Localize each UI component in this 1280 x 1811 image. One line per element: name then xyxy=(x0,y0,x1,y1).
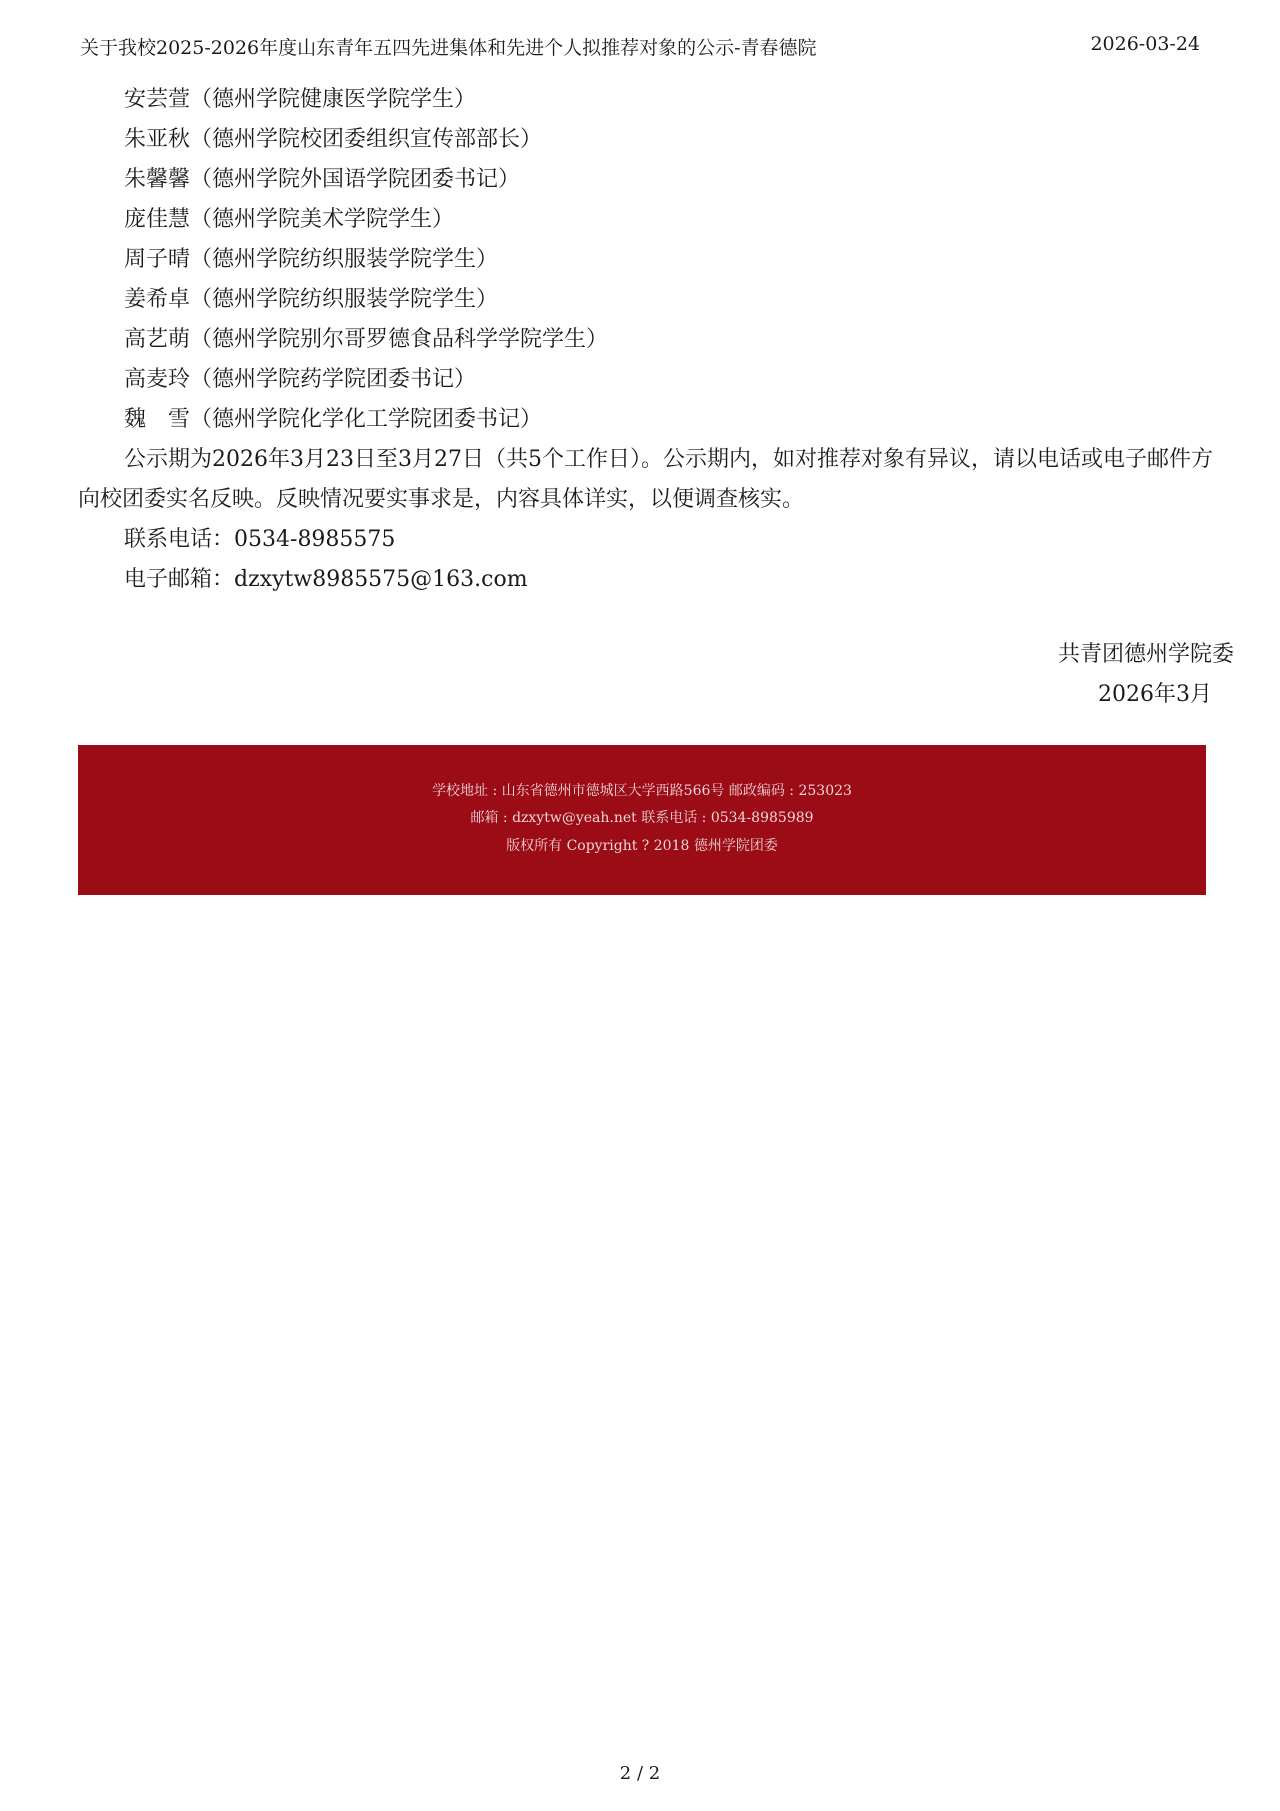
nominee-item: 高艺萌（德州学院别尔哥罗德食品科学学院学生） xyxy=(124,327,609,352)
nominee-item: 安芸萱（德州学院健康医学院学生） xyxy=(124,87,477,112)
contact-email xyxy=(78,560,1206,600)
footer-copyright: 版权所有 Copyright ? 2018 德州学院团委 xyxy=(506,838,778,854)
footer-address: 学校地址 : 山东省德州市德城区大学西路566号 邮政编码 : 253023 xyxy=(432,783,852,799)
page-number: 2 / 2 xyxy=(619,1763,661,1784)
nominee-item: 周子晴（德州学院纺织服装学院学生） xyxy=(124,247,499,272)
nominee-item: 高麦玲（德州学院药学院团委书记） xyxy=(124,367,477,392)
article-body xyxy=(78,80,1234,707)
phone-label: 联系电话： xyxy=(124,527,235,552)
phone-number: 0534-8985575 xyxy=(234,527,396,552)
nominee-item: 姜希卓（德州学院纺织服装学院学生） xyxy=(124,287,499,312)
notice-paragraph: 公示期为2026年3月23日至3月27日（共5个工作日）。公示期内，如对推荐对象有异议，请以电话或电子邮件方 xyxy=(124,447,1213,472)
site-footer xyxy=(78,745,1206,895)
footer-contact: 邮箱 : dzxytw@yeah.net 联系电话 : 0534-8985989 xyxy=(470,810,814,826)
nominee-item: 朱亚秋（德州学院校团委组织宣传部部长） xyxy=(124,127,543,152)
signature-date: 2026年3月 xyxy=(1098,682,1212,707)
print-header-date: 2026-03-24 xyxy=(1090,33,1200,55)
print-header-title: 关于我校2025-2026年度山东青年五四先进集体和先进个人拟推荐对象的公示-青春德院 xyxy=(80,37,817,59)
nominee-item: 魏 雪（德州学院化学化工学院团委书记） xyxy=(124,407,543,432)
email-address: dzxytw8985575@163.com xyxy=(234,567,528,592)
notice-paragraph-continued: 向校团委实名反映。反映情况要实事求是，内容具体详实，以便调查核实。 xyxy=(78,487,805,512)
nominee-list xyxy=(78,80,1206,440)
nominee-item: 朱馨馨（德州学院外国语学院团委书记） xyxy=(124,167,521,192)
nominee-item: 庞佳慧（德州学院美术学院学生） xyxy=(124,207,455,232)
signature-organization: 共青团德州学院委 xyxy=(1057,642,1234,667)
email-label: 电子邮箱： xyxy=(124,567,235,592)
contact-phone xyxy=(78,520,1206,560)
